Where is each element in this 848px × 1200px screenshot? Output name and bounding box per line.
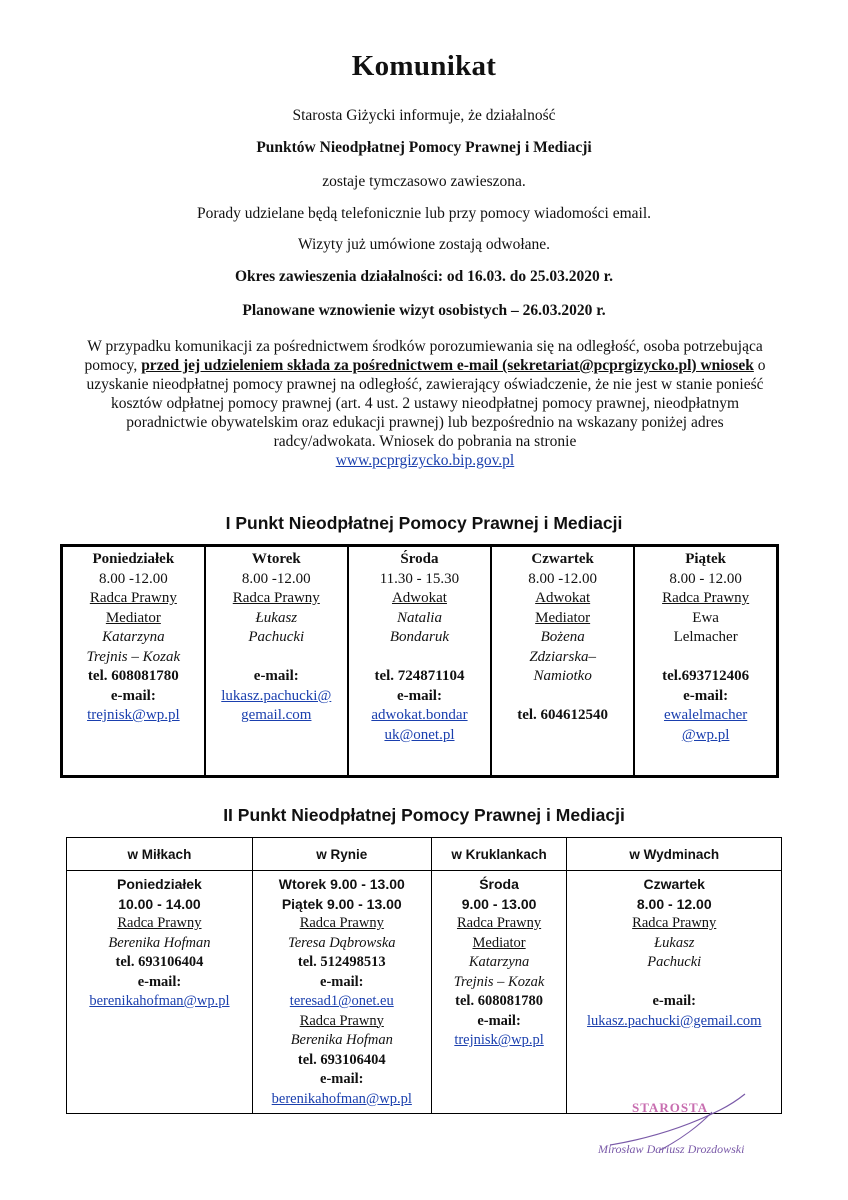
schedule-cell-friday [634,546,777,777]
phone: tel. 693106404 [115,954,204,970]
location-cell-wydminy [567,871,782,1114]
lawyer-name: Berenika Hofman [108,934,211,951]
email-label: e-mail: [110,687,156,704]
schedule-cell-monday [62,546,205,777]
section1-schedule-table [60,544,779,778]
section2-schedule-table [66,837,782,1114]
phone: tel.693712406 [662,668,750,684]
document-title: Komunikat [351,50,497,82]
role: Radca Prawny [299,1012,384,1029]
suspension-period: Okres zawieszenia działalności: od 16.03. do 25.03.2020 r. [234,268,614,285]
spacer [496,687,629,707]
paragraph-part2: o uzyskanie nieodpłatnej pomocy prawnej na odległość, zawierający oświadczenie, że nie jest w stanie ponieść kosztów odpłatnej pomocy prawnej (art. 4 ust. 2 ustawy nieodpłatnej pomocy prawnej, nieodpłatnym poradnictwie obywatelskim oraz edukacji prawnej) lub bezpośrednio na wskazany poniżej adres radcy/adwokata. Wniosek do pobrania na stronie [86,357,766,450]
spacer [570,973,778,993]
email-link[interactable]: @wp.pl [681,726,730,743]
role: Radca Prawny [232,590,320,606]
location-header: w Wydminach [567,838,782,871]
day-label: Piątek 9.00 - 13.00 [281,895,402,912]
resumption-date: Planowane wznowienie wizyt osobistych – 26.03.2020 r. [242,302,606,319]
email-link[interactable]: lukasz.pachucki@ [221,687,332,704]
location-header: w Kruklankach [431,838,567,871]
email-label: e-mail: [396,687,442,704]
location-header: w Miłkach [67,838,253,871]
phone: tel. 512498513 [297,954,386,970]
paragraph-part1: W przypadku komunikacji za pośrednictwem środków porozumiewania się na odległość, osoba potrzebująca pomocy, [84,338,763,374]
email-label: e-mail: [253,668,299,684]
phone: tel. 724871104 [374,668,465,684]
role: Adwokat [391,590,447,606]
email-label: e-mail: [683,687,729,704]
lawyer-name: Katarzyna [102,629,165,645]
visits-line: Wizyty już umówione zostają odwołane. [297,236,551,253]
role: Mediator [535,609,591,626]
spacer [639,648,772,668]
lawyer-name: Zdziarska– [529,648,596,665]
role: Radca Prawny [89,590,177,606]
hours: 11.30 - 15.30 [379,570,460,587]
role: Mediator [472,934,526,951]
lawyer-name: Berenika Hofman [290,1032,393,1048]
role: Radca Prawny [299,915,384,931]
lawyer-name: Ewa [692,609,719,626]
lawyer-name: Bożena [540,629,585,645]
email-label: e-mail: [320,973,364,990]
hours: 8.00 -12.00 [241,570,311,587]
signature-name: Mirosław Dariusz Drozdowski [598,1142,745,1156]
role: Radca Prawny [662,590,750,606]
lawyer-name: Natalia [396,609,442,626]
day-label: Wtorek 9.00 - 13.00 [278,876,405,892]
day-label: Czwartek [643,876,705,892]
location-header: w Rynie [252,838,431,871]
location-cell-milki [67,871,253,1114]
paragraph-emphasis: przed jej udzieleniem składa za pośrednictwem e-mail (sekretariat@pcprgizycko.pl) wniosek [141,357,754,374]
email-link[interactable]: berenikahofman@wp.pl [89,993,230,1009]
lawyer-name: Trejnis – Kozak [453,973,545,990]
lawyer-name: Teresa Dąbrowska [287,934,396,951]
email-link[interactable]: trejnisk@wp.pl [454,1032,544,1048]
role: Radca Prawny [117,915,202,931]
location-cell-ryn [252,871,431,1114]
service-name: Punktów Nieodpłatnej Pomocy Prawnej i Mediacji [256,139,592,156]
email-label: e-mail: [652,993,696,1009]
hours: 10.00 - 14.00 [118,895,201,912]
schedule-cell-thursday [491,546,634,777]
hours: 8.00 - 12.00 [669,570,742,587]
suspension-line: zostaje tymczasowo zawieszona. [322,173,526,190]
email-link[interactable]: lukasz.pachucki@gemail.com [587,1012,762,1029]
lawyer-name: Trejnis – Kozak [86,648,181,665]
spacer [353,648,486,668]
email-link[interactable]: uk@onet.pl [384,726,455,743]
instructions-paragraph [75,337,775,470]
email-link[interactable]: gemail.com [241,707,312,723]
lawyer-name: Katarzyna [468,954,530,970]
hours: 8.00 -12.00 [528,570,598,587]
hours: 9.00 - 13.00 [461,895,537,912]
email-link[interactable]: adwokat.bondar [371,707,468,723]
hours: 8.00 -12.00 [98,570,168,587]
schedule-cell-wednesday [348,546,491,777]
phone: tel. 604612540 [517,707,609,723]
website-link[interactable]: www.pcprgizycko.bip.gov.pl [335,452,515,469]
schedule-cell-tuesday [205,546,348,777]
email-label: e-mail: [477,1012,521,1029]
role: Adwokat [535,590,591,606]
phone: tel. 608081780 [87,668,179,684]
email-link[interactable]: ewalelmacher [663,707,748,723]
lawyer-name: Łukasz [654,934,695,951]
email-label: e-mail: [320,1071,364,1087]
lawyer-name: Bondaruk [389,629,450,645]
starosta-stamp: STAROSTA [632,1100,709,1115]
day-label: Wtorek [251,551,301,567]
day-label: Czwartek [531,551,594,567]
role: Radca Prawny [632,915,717,931]
intro-line: Starosta Giżycki informuje, że działalność [292,107,556,124]
email-link[interactable]: teresad1@onet.eu [289,993,394,1009]
day-label: Poniedziałek [117,876,202,892]
lawyer-name: Łukasz [255,609,298,626]
day-label: Środa [479,876,519,892]
advice-line: Porady udzielane będą telefonicznie lub przy pomocy wiadomości email. [196,205,652,222]
day-label: Piątek [685,551,727,567]
email-link[interactable]: berenikahofman@wp.pl [271,1090,412,1107]
lawyer-name: Namiotko [533,668,592,684]
email-link[interactable]: trejnisk@wp.pl [87,707,180,723]
hours: 8.00 - 12.00 [636,895,712,912]
role: Radca Prawny [456,915,542,931]
lawyer-name: Pachucki [647,954,702,970]
section2-title: II Punkt Nieodpłatnej Pomocy Prawnej i Mediacji [223,805,625,825]
lawyer-name: Lelmacher [673,629,738,645]
location-cell-kruklanki [431,871,567,1114]
spacer [210,648,343,668]
phone: tel. 693106404 [297,1051,386,1068]
phone: tel. 608081780 [455,993,543,1009]
day-label: Poniedziałek [92,551,175,567]
lawyer-name: Pachucki [248,629,305,645]
section1-title: I Punkt Nieodpłatnej Pomocy Prawnej i Mediacji [225,513,623,533]
email-label: e-mail: [137,973,182,990]
day-label: Środa [400,551,439,567]
role: Mediator [105,609,161,626]
